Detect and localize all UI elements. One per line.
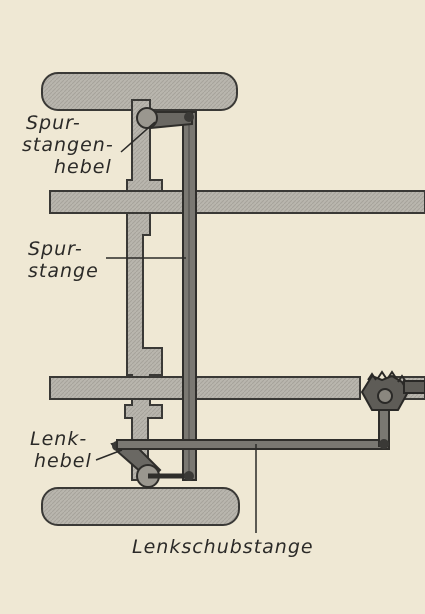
label-spurstange-line-2: stange bbox=[28, 260, 99, 282]
label-spurstangenhebel-line-1: Spur- bbox=[26, 112, 81, 134]
lower-cross-member bbox=[50, 377, 360, 399]
label-lenkschubstange: Lenkschubstange bbox=[132, 536, 314, 558]
frame-rail bbox=[125, 100, 162, 480]
label-spurstangenhebel bbox=[22, 112, 114, 178]
lower-wheel bbox=[42, 488, 239, 525]
label-spurstange bbox=[28, 238, 99, 282]
upper-lever-joint bbox=[184, 112, 194, 122]
upper-kingpin bbox=[137, 108, 157, 128]
drag-link bbox=[117, 440, 389, 449]
lower-track-rod-joint bbox=[184, 471, 194, 481]
label-lenkhebel bbox=[30, 428, 92, 472]
label-spurstangenhebel-line-2: stangen- bbox=[22, 134, 114, 156]
upper-cross-member bbox=[50, 191, 425, 213]
label-spurstangenhebel-line-3: hebel bbox=[54, 156, 112, 178]
label-lenkhebel-line-1: Lenk- bbox=[30, 428, 88, 450]
leader-lenkhebel bbox=[96, 450, 122, 460]
label-spurstange-line-1: Spur- bbox=[28, 238, 83, 260]
label-lenkhebel-line-2: hebel bbox=[34, 450, 92, 472]
